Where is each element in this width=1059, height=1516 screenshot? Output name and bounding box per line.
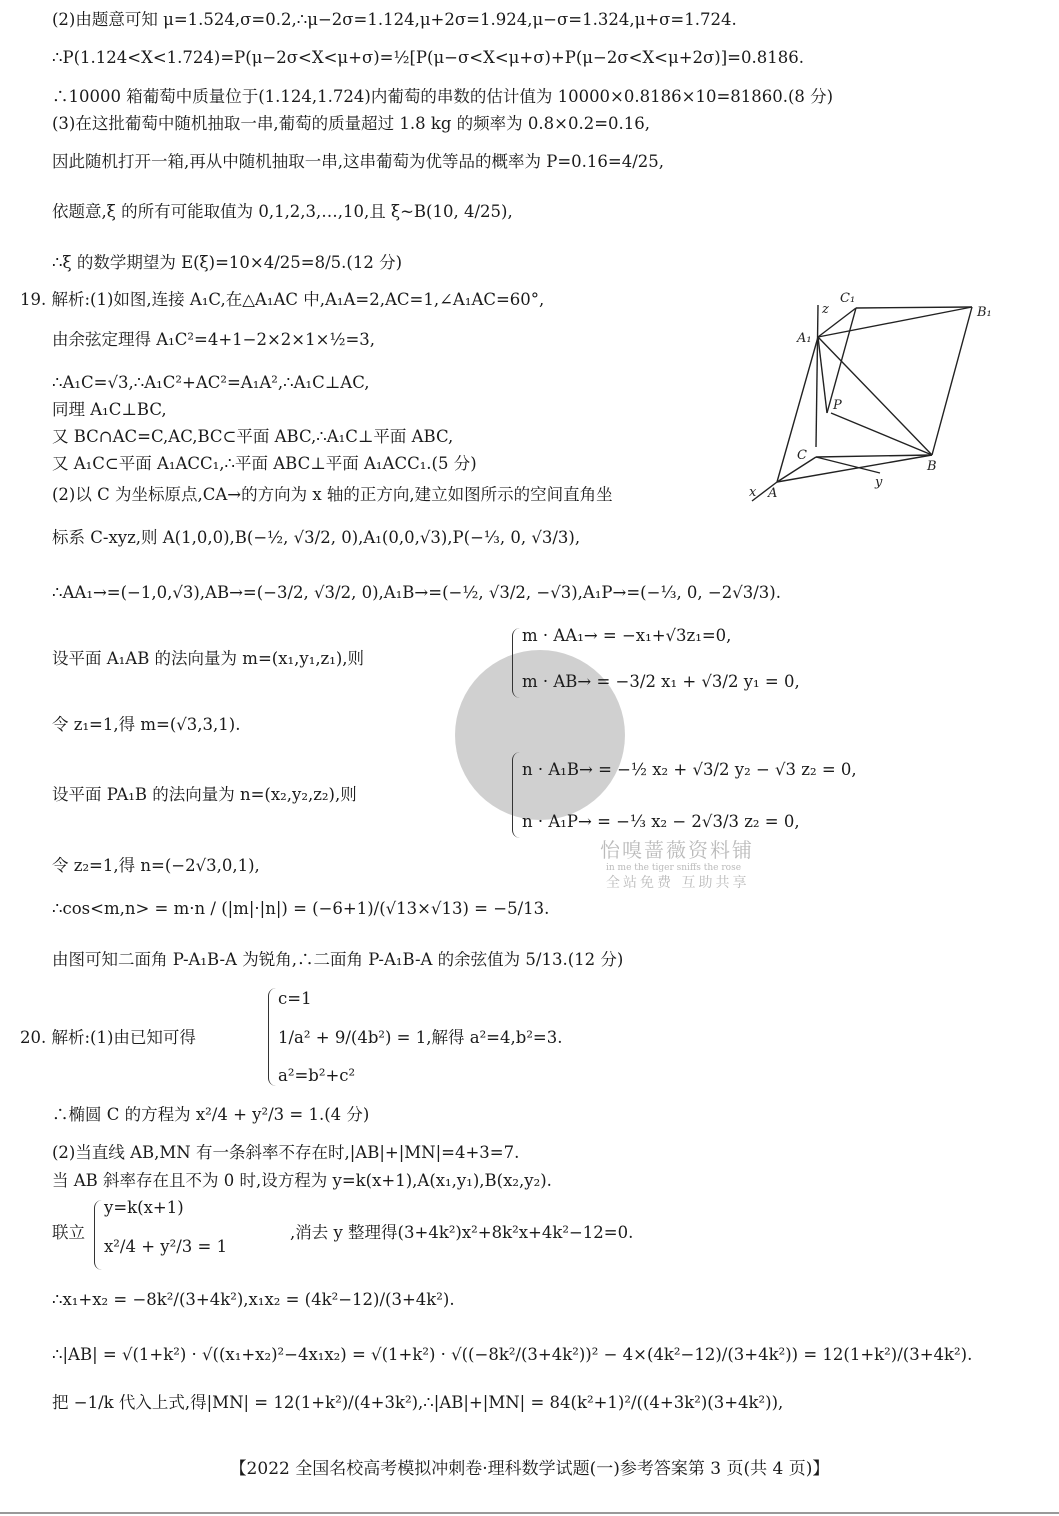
- bottom-divider: [0, 1512, 1059, 1514]
- watermark-subtitle: in me the tiger sniffs the rose: [606, 863, 742, 873]
- page-footer: 【2022 全国名校高考模拟冲刺卷·理科数学试题(一)参考答案第 3 页(共 4 页)】: [229, 1459, 830, 1479]
- x-axis: [752, 482, 777, 501]
- join-result: ,消去 y 整理得(3+4k²)x²+8k²x+4k²−12=0.: [290, 1223, 634, 1242]
- plane-n-eq-2: n · A₁P→ = −⅓ x₂ − 2√3/3 z₂ = 0,: [522, 812, 800, 831]
- y-axis: [816, 457, 880, 473]
- q19-line-9: ∴AA₁→=(−1,0,√3),AB→=(−3/2, √3/2, 0),A₁B→=(−½, √3/2, −√3),A₁P→=(−⅓, 0, −2√3/3).: [52, 583, 781, 602]
- q20-line-2: (2)当直线 AB,MN 有一条斜率不存在时,|AB|+|MN|=4+3=7.: [52, 1143, 520, 1162]
- q20-line-1: ∴椭圆 C 的方程为 x²/4 + y²/3 = 1.(4 分): [52, 1105, 370, 1124]
- q18-line-7: ∴ξ 的数学期望为 E(ξ)=10×4/25=8/5.(12 分): [52, 253, 403, 272]
- q20-line-6: 把 −1/k 代入上式,得|MN| = 12(1+k²)/(4+3k²),∴|AB|+|MN| = 84(k²+1)²/((4+3k²)(3+4k²)),: [52, 1393, 784, 1412]
- brace: [94, 1200, 103, 1270]
- watermark-title: 怡嗅蔷薇资料铺: [600, 838, 754, 862]
- q19-line-7: (2)以 C 为坐标原点,CA→的方向为 x 轴的正方向,建立如图所示的空间直角坐: [52, 485, 613, 504]
- cosine-line: ∴cos<m,n> = m·n / (|m|·|n|) = (−6+1)/(√13×√13) = −5/13.: [52, 899, 550, 918]
- join-eq-1: y=k(x+1): [104, 1198, 184, 1217]
- q19-line-2: 由余弦定理得 A₁C²=4+1−2×2×1×½=3,: [52, 330, 376, 349]
- watermark-slogan: 全站免费 互助共享: [606, 875, 750, 891]
- q20-line-5: ∴|AB| = √(1+k²) · √((x₁+x₂)²−4x₁x₂) = √(1+k²) · √((−8k²/(3+4k²))² − 4×(4k²−12)/(3+4k²)) = 12(1+k²)/(3+4k²).: [52, 1345, 973, 1364]
- label-y: y: [875, 475, 883, 490]
- q18-line-3: ∴10000 箱葡萄中质量位于(1.124,1.724)内葡萄的串数的估计值为 10000×0.8186×10=81860.(8 分): [52, 87, 834, 106]
- z-axis: [816, 305, 818, 447]
- q18-line-6: 依题意,ξ 的所有可能取值为 0,1,2,3,…,10,且 ξ~B(10, 4/25),: [52, 202, 513, 221]
- brace: [268, 988, 277, 1086]
- q20-system-eq-2: 1/a² + 9/(4b²) = 1,解得 a²=4,b²=3.: [278, 1028, 563, 1047]
- plane-n-label: 设平面 PA₁B 的法向量为 n=(x₂,y₂,z₂),则: [52, 785, 357, 804]
- q19-line-5: 又 BC∩AC=C,AC,BC⊂平面 ABC,∴A₁C⊥平面 ABC,: [52, 427, 454, 446]
- plane-m-eq-1: m · AA₁→ = −x₁+√3z₁=0,: [522, 626, 732, 645]
- q19-line-3: ∴A₁C=√3,∴A₁C²+AC²=A₁A²,∴A₁C⊥AC,: [52, 373, 370, 392]
- q18-line-5: 因此随机打开一箱,再从中随机抽取一串,这串葡萄为优等品的概率为 P=0.16=4/25,: [52, 152, 665, 171]
- label-A: A: [768, 486, 778, 501]
- q18-line-1: (2)由题意可知 μ=1.524,σ=0.2,∴μ−2σ=1.124,μ+2σ=1.924,μ−σ=1.324,μ+σ=1.724.: [52, 10, 737, 29]
- label-B1: B₁: [977, 305, 992, 320]
- brace: [512, 628, 521, 698]
- q20-label: 20. 解析:(1)由已知可得: [20, 1028, 196, 1047]
- label-z: z: [822, 302, 829, 317]
- q19-line-8: 标系 C-xyz,则 A(1,0,0),B(−½, √3/2, 0),A₁(0,0,√3),P(−⅓, 0, √3/3),: [52, 528, 581, 547]
- q19-line-1: 19. 解析:(1)如图,连接 A₁C,在△A₁AC 中,A₁A=2,AC=1,∠A₁AC=60°,: [20, 290, 545, 309]
- q20-line-3: 当 AB 斜率存在且不为 0 时,设方程为 y=k(x+1),A(x₁,y₁),B(x₂,y₂).: [52, 1171, 552, 1190]
- label-P: P: [833, 398, 842, 413]
- q18-line-2: ∴P(1.124<X<1.724)=P(μ−2σ<X<μ+σ)=½[P(μ−σ<X<μ+σ)+P(μ−2σ<X<μ+2σ)]=0.8186.: [52, 48, 804, 67]
- plane-n-eq-1: n · A₁B→ = −½ x₂ + √3/2 y₂ − √3 z₂ = 0,: [522, 760, 857, 779]
- q20-line-4: ∴x₁+x₂ = −8k²/(3+4k²),x₁x₂ = (4k²−12)/(3+4k²).: [52, 1290, 455, 1309]
- label-C: C: [797, 448, 807, 463]
- label-C1: C₁: [840, 291, 856, 306]
- q19-line-4: 同理 A₁C⊥BC,: [52, 400, 167, 419]
- plane-m-result: 令 z₁=1,得 m=(√3,3,1).: [52, 715, 241, 734]
- label-B: B: [927, 459, 937, 474]
- q19-conclusion: 由图可知二面角 P-A₁B-A 为锐角,∴二面角 P-A₁B-A 的余弦值为 5/13.(12 分): [52, 950, 624, 969]
- q20-system-eq-1: c=1: [278, 989, 312, 1008]
- label-A1: A₁: [797, 331, 812, 346]
- join-label: 联立: [52, 1223, 85, 1242]
- q20-system-eq-3: a²=b²+c²: [278, 1066, 356, 1085]
- join-eq-2: x²/4 + y²/3 = 1: [104, 1237, 228, 1256]
- plane-m-label: 设平面 A₁AB 的法向量为 m=(x₁,y₁,z₁),则: [52, 649, 365, 668]
- plane-m-eq-2: m · AB→ = −3/2 x₁ + √3/2 y₁ = 0,: [522, 672, 800, 691]
- q18-line-4: (3)在这批葡萄中随机抽取一串,葡萄的质量超过 1.8 kg 的频率为 0.8×0.2=0.16,: [52, 114, 651, 133]
- plane-n-result: 令 z₂=1,得 n=(−2√3,0,1),: [52, 856, 260, 875]
- label-x: x: [749, 485, 757, 500]
- q19-line-6: 又 A₁C⊂平面 A₁ACC₁,∴平面 ABC⊥平面 A₁ACC₁.(5 分): [52, 454, 477, 473]
- brace: [512, 752, 521, 838]
